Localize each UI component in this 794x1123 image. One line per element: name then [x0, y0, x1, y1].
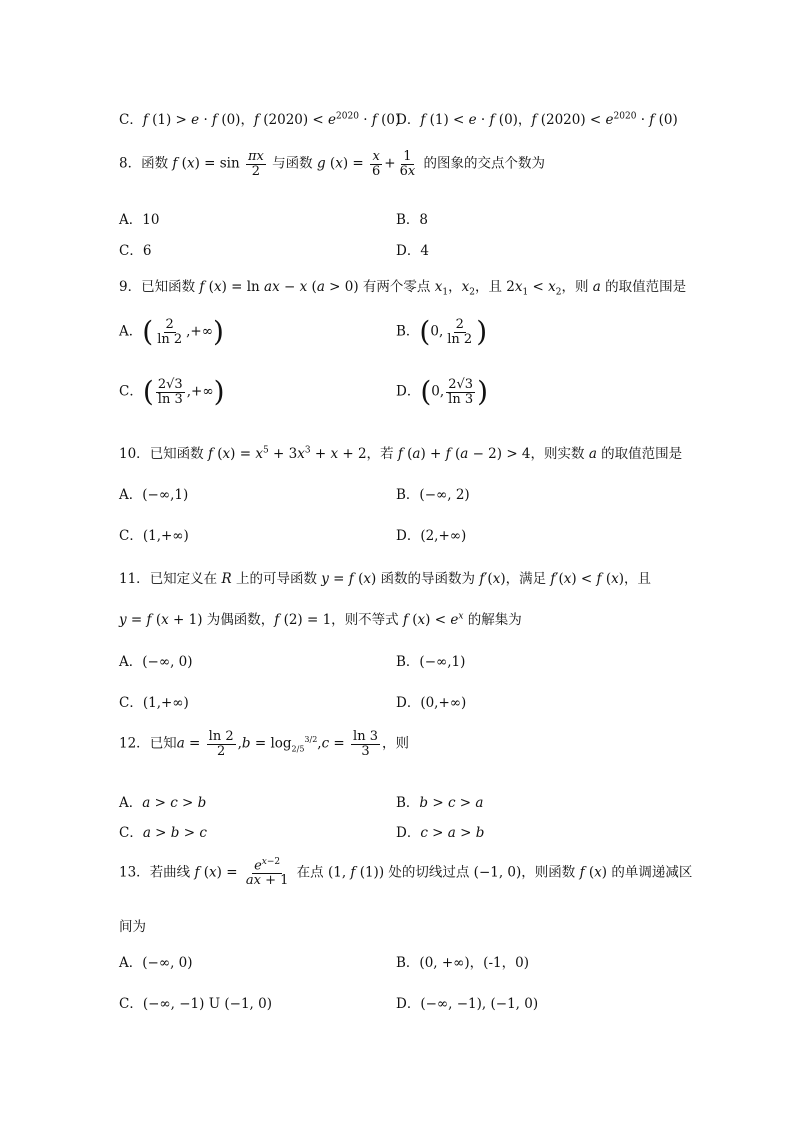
q11-option-d: D．(0,+∞) — [396, 695, 467, 711]
q8-option-d: D．4 — [396, 243, 429, 259]
q9-option-b: B．(0, $\frac{2}{\ln 2}$ ) — [396, 315, 488, 349]
question-number: 10． — [119, 446, 150, 462]
q10-option-c: C．(1,+∞) — [119, 528, 189, 544]
q13-option-c: C．(−∞, −1) U (−1, 0) — [119, 996, 272, 1012]
q10-option-b: B．(−∞, 2) — [396, 487, 470, 503]
q12-option-a: A．a > c > b — [119, 795, 207, 811]
option-label: C． — [119, 112, 143, 128]
q8-option-c: C．6 — [119, 243, 152, 259]
question-number: 8． — [119, 155, 142, 172]
q9-option-c: C．( $\frac{2√3}{\ln 3}$ ,+∞) — [119, 375, 225, 409]
q10-option-d: D．(2,+∞) — [396, 528, 467, 544]
option-label: D． — [396, 112, 421, 128]
question-number: 13． — [119, 864, 150, 881]
q12-option-d: D．c > a > b — [396, 825, 485, 841]
q7-option-c: C．f (1) > e · f (0)，f $(2020) < e^{2020} \cdot f$ (0) — [119, 111, 401, 128]
question-number: 11． — [119, 571, 150, 587]
q11-option-a: A．(−∞, 0) — [119, 654, 193, 670]
q10-option-a: A．(−∞,1) — [119, 487, 189, 503]
q12-option-b: B．b > c > a — [396, 795, 484, 811]
q8-option-b: B．8 — [396, 212, 429, 228]
question-number: 9． — [119, 279, 142, 295]
q7-option-d: D．f (1) < e · f (0)，f $(2020) < e^{2020} \cdot f$ (0) — [396, 111, 678, 128]
q11-option-c: C．(1,+∞) — [119, 695, 189, 711]
q13-option-d: D．(−∞, −1), (−1, 0) — [396, 996, 539, 1012]
q8-option-a: A．10 — [119, 212, 160, 228]
q9-option-d: D．(0, $\frac{2√3}{\ln 3}$ ) — [396, 375, 489, 409]
q9-option-a: A．( $\frac{2}{\ln 2}$ ,+∞) — [119, 315, 224, 349]
q13-option-b: B．(0, +∞)，(-1，0) — [396, 955, 529, 971]
q13-option-a: A．(−∞, 0) — [119, 955, 193, 971]
question-number: 12． — [119, 735, 150, 752]
q11-option-b: B．(−∞,1) — [396, 654, 466, 670]
q12-option-c: C．a > b > c — [119, 825, 207, 841]
